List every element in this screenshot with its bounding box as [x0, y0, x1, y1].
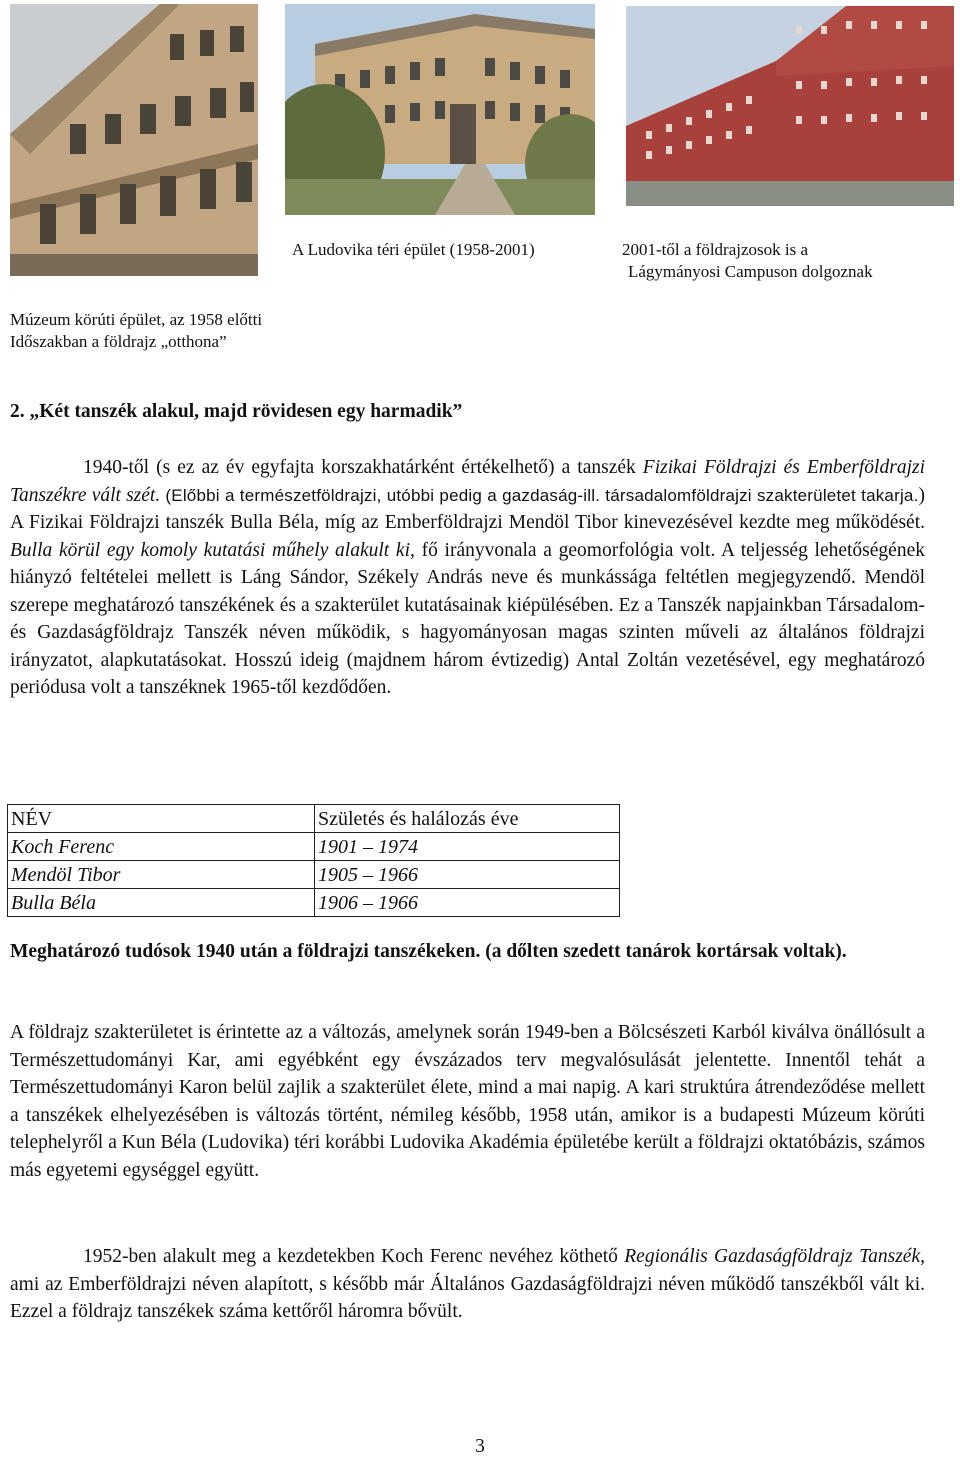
column-header-name: NÉV — [8, 805, 315, 833]
text-run: , ami az Emberföldrajzi néven alapított, s később már Általános Gazdaságföldrajzi néven működő tanszékből vált ki. Ezzel a földrajz tanszékek száma kettőről háromra bővült. — [10, 1246, 925, 1322]
lagymanyos-campus-photo — [626, 6, 954, 206]
table-row — [8, 861, 620, 889]
table-cell-name: Mendöl Tibor — [8, 861, 315, 889]
caption-line: Múzeum körúti épület, az 1958 előtti — [10, 310, 263, 329]
text-run: 1940-től (s ez az év egyfajta korszakhatárként értékelhető) a tanszék — [83, 457, 643, 478]
photo-caption-museum — [10, 309, 262, 353]
text-run-italic: Bulla körül egy komoly kutatási műhely alakult ki, — [10, 539, 415, 561]
caption-line: A Ludovika téri épület (1958-2001) — [292, 240, 535, 259]
table-cell-name: Koch Ferenc — [8, 833, 315, 861]
text-run-sans: (Előbbi a természetföldrajzi, utóbbi pedig a gazdaság-ill. társadalomföldrajzi szakterületet takarja. — [160, 485, 919, 505]
table-row — [8, 833, 620, 861]
table-header-row — [8, 805, 620, 833]
text-run-italic: Regionális Gazdaságföldrajz Tanszék — [624, 1246, 921, 1267]
table-cell-name: Bulla Béla — [8, 889, 315, 917]
table-cell-years: 1906 – 1966 — [315, 889, 620, 917]
caption-line: 2001-től a földrajzosok is a — [622, 240, 809, 259]
text-run-italic: Fizikai Földrajzi és Emberföldrajzi Tanszékre vált szét. — [10, 457, 925, 506]
museum-building-photo — [10, 4, 258, 276]
section-heading: 2. „Két tanszék alakul, majd rövidesen egy harmadik” — [10, 401, 463, 422]
photo-caption-campus — [622, 239, 873, 283]
scientists-table — [7, 804, 620, 917]
text-run: 1952-ben alakult meg a kezdetekben Koch Ferenc nevéhez köthető — [83, 1246, 625, 1267]
text-run: ) A Fizikai Földrajzi tanszék Bulla Béla, míg az Emberföldrajzi Mendöl Tibor kinevezésével kezdte meg működését. — [10, 484, 925, 533]
caption-line: Lágymányosi Campuson dolgoznak — [628, 262, 873, 281]
photo-caption-ludovika — [292, 239, 535, 261]
ludovika-building-photo — [285, 4, 595, 215]
page-number: 3 — [475, 1436, 485, 1457]
table-row — [8, 889, 620, 917]
body-paragraph-1 — [10, 454, 925, 702]
column-header-years: Születés és halálozás éve — [315, 805, 620, 833]
body-paragraph-3 — [10, 1243, 925, 1326]
table-cell-years: 1901 – 1974 — [315, 833, 620, 861]
caption-line: Időszakban a földrajz „otthona” — [10, 332, 227, 351]
table-caption: Meghatározó tudósok 1940 után a földrajzi tanszékeken. (a dőlten szedett tanárok kortársak voltak). — [10, 941, 847, 962]
table-cell-years: 1905 – 1966 — [315, 861, 620, 889]
text-run: fő irányvonala a geomorfológia volt. A teljesség lehetőségének hiányzó feltételei mellett is Láng Sándor, Székely András neve és munkássága feltétlen megjegyzendő. Mendöl szerepe meghatározó tanszékének és a szakterület kutatásainak kiépülésében. Ez a Tanszék napjainkban Társadalom- és Gazdaságföldrajz Tanszék néven működik, s hagyományosan magas szinten műveli az általános földrajzi irányzatot, alapkutatásokat. Hosszú ideig (majdnem három évtizedig) Antal Zoltán vezetésével, egy meghatározó periódusa volt a tanszéknek 1965-től kezdődően. — [10, 539, 925, 698]
body-paragraph-2: A földrajz szakterületet is érintette az a változás, amelynek során 1949-ben a Bölcsészeti Karból kiválva önállósult a Természettudományi Kar, ami egyébként egy évszázados terv megvalósulását jelentette. Innentől tehát a Természettudományi Karon belül zajlik a szakterület élete, mind a mai napig. A kari struktúra átrendeződése mellett a tanszékek elhelyezésében is változás történt, némileg később, 1958 után, amikor is a budapesti Múzeum körúti telephelyről a Kun Béla (Ludovika) téri korábbi Ludovika Akadémia épületébe került a földrajzi oktatóbázis, számos más egyetemi egységgel együtt. — [10, 1022, 925, 1181]
